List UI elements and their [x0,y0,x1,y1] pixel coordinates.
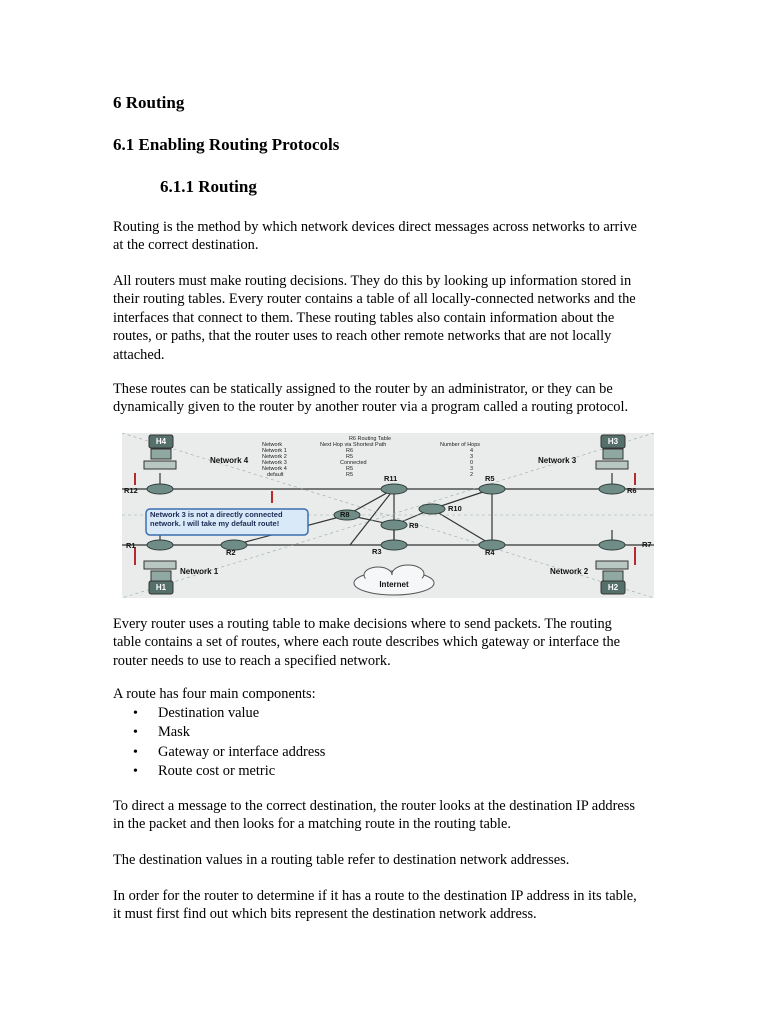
svg-text:H4: H4 [155,437,167,446]
router-r12-label: R12 [124,486,138,495]
paragraph-direct-message: To direct a message to the correct destination, the router looks at the destination IP address in the packet and then looks for a matching route in the routing table. [113,798,635,833]
routing-network-diagram [122,433,654,598]
table-row-3-nexthop: Connected [340,460,367,466]
paragraph-static-dynamic: These routes can be statically assigned to the router by an administrator, or they can be dynamically given to the router by another router via a program called a routing protocol. [113,381,629,416]
section-heading: 6 Routing [113,93,185,112]
table-row-1-nexthop: R6 [346,448,354,454]
table-header-network: Network [262,442,283,448]
table-row-5-network: default [267,472,284,478]
list-item: • Mask [113,723,325,742]
table-row-4-network: Network 4 [262,466,287,472]
router-r10-label: R10 [448,504,462,513]
table-row-4-hops: 3 [470,466,474,472]
router-r11-label: R11 [384,474,398,483]
table-row-1-network: Network 1 [262,448,287,454]
svg-text:H1: H1 [155,583,167,592]
subsubsection-heading: 6.1.1 Routing [160,177,257,196]
router-r6-label: R6 [627,486,637,495]
table-row-2-nexthop: R5 [346,454,354,460]
table-header-nexthop: Next Hop via Shortest Path [320,442,387,448]
svg-text:H2: H2 [607,583,619,592]
router-r7-label: R7 [642,540,652,549]
router-r2-label: R2 [226,548,236,557]
table-row-5-nexthop: R5 [346,472,354,478]
router-r8-label: R8 [340,510,350,519]
router-r4-label: R4 [485,548,495,557]
router-r1-label: R1 [126,541,136,550]
table-row-3-hops: 0 [470,460,474,466]
table-row-2-hops: 3 [470,454,474,460]
network-1-label: Network 1 [180,567,219,576]
paragraph-routing-table: Every router uses a routing table to make decisions where to send packets. The routing table contains a set of routes, where each route describes which gateway or interface the router needs to use to reach a specified network. [113,616,621,669]
table-row-2-network: Network 2 [262,454,287,460]
list-item: • Gateway or interface address [113,743,325,762]
callout-text: Network 3 is not a directly connected network. I will take my default route! [150,510,283,528]
list-item: • Route cost or metric [113,762,325,781]
route-components-list [113,704,325,781]
subsection-heading: 6.1 Enabling Routing Protocols [113,135,340,154]
paragraph-destination-values: The destination values in a routing table refer to destination network addresses. [113,852,570,868]
network-4-label: Network 4 [210,456,249,465]
paragraph-routing-decisions: All routers must make routing decisions. They do this by looking up information stored in their routing tables. Every router contains a table of all locally-connected networks and the interfaces that connect to them. These routing tables also contain information about the routes, or paths, that the router uses to reach other remote networks that are not locally attached. [113,273,636,363]
paragraph-determine-route: In order for the router to determine if it has a route to the destination IP address in its table, it must first find out which bits represent the destination network address. [113,888,637,923]
router-r3-label: R3 [372,547,382,556]
table-row-3-network: Network 3 [262,460,287,466]
table-header-hops: Number of Hops [440,442,481,448]
callout-bubble [146,509,308,535]
internet-label: Internet [379,580,409,589]
paragraph-routing-definition: Routing is the method by which network devices direct messages across networks to arrive at the correct destination. [113,219,637,254]
router-r9-label: R9 [409,521,419,530]
network-2-label: Network 2 [550,567,589,576]
routing-table-title: R6 Routing Table [348,436,392,442]
network-3-label: Network 3 [538,456,577,465]
table-row-4-nexthop: R5 [346,466,354,472]
list-item: • Destination value [113,704,325,723]
table-row-5-hops: 2 [470,472,474,478]
svg-text:H3: H3 [607,437,619,446]
paragraph-route-components: A route has four main components: [113,686,316,702]
router-r5-label: R5 [485,474,495,483]
table-row-1-hops: 4 [470,448,474,454]
